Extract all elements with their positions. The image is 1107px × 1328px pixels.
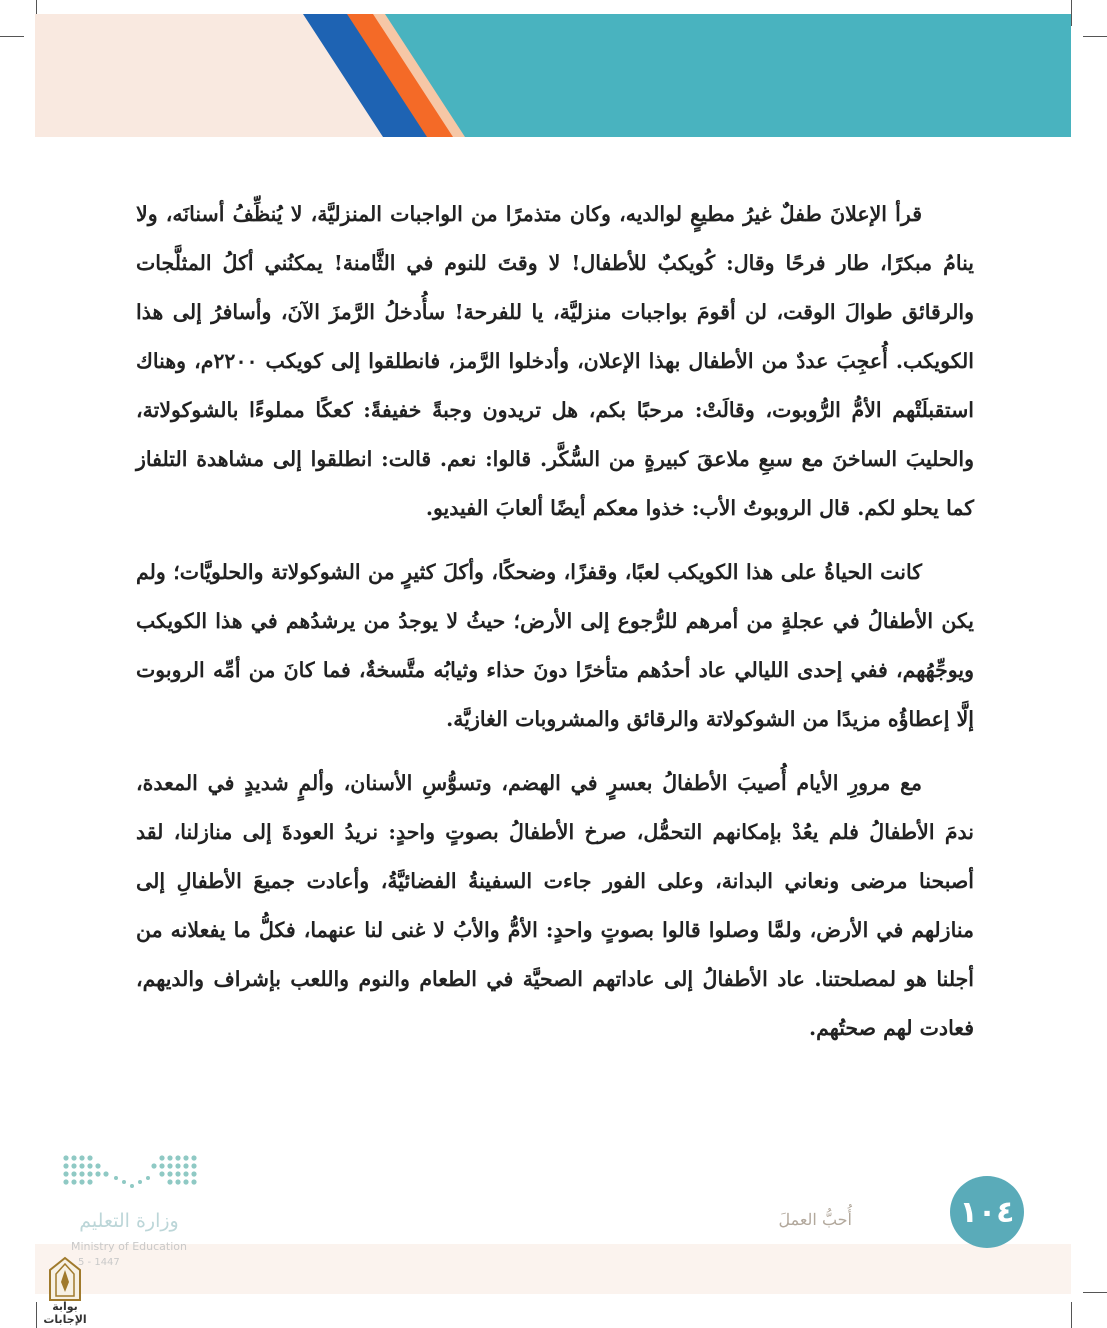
watermark-pen-icon	[44, 1256, 86, 1302]
header-stripes	[35, 14, 1071, 137]
stripe-teal	[385, 14, 1071, 137]
page-number: ١٠٤	[959, 1194, 1015, 1230]
paragraph-2: كانت الحياةُ على هذا الكويكب لعبًا، وقفزًا، وضحكًا، وأكلَ كثيرٍ من الشوكولاتة والحلويَّات؛ ولم يكن الأطفالُ في عجلةٍ من أمرهم للرُّجوع إلى الأرض؛ حيثُ لا يوجدُ من يرشدُهم في هذا الكويكب ويوجِّهُهم، ففي إحدى الليالي عاد أحدُهم متأخرًا دونَ حذاء وثيابُه متَّسخةٌ، فما كانَ من أمِّه الروبوت إلَّا إعطاؤُه مزيدًا من الشوكولاتة والرقائق والمشروبات الغازيَّة.	[136, 560, 974, 731]
ministry-logo-icon	[58, 1152, 208, 1197]
ministry-name-arabic: وزارة التعليم	[79, 1210, 179, 1232]
unit-title: أُحبُّ العملَ	[778, 1210, 852, 1229]
header-banner	[35, 14, 1071, 137]
crop-mark-top-left-h	[0, 36, 24, 37]
crop-mark-top-right-h	[1083, 36, 1107, 37]
crop-mark-bottom-right-h	[1083, 1292, 1107, 1293]
crop-mark-top-right-v	[1071, 0, 1072, 26]
ministry-name-english: Ministry of Education	[70, 1240, 187, 1253]
paragraph-3: مع مرورِ الأيام أُصيبَ الأطفالُ بعسرٍ في الهضم، وتسوُّسِ الأسنان، وألمٍ شديدٍ في المعدة، ندمَ الأطفالُ فلم يعُدْ بإمكانهم التحمُّل، صرخ الأطفالُ بصوتٍ واحدٍ: نريدُ العودةَ إلى منازلنا، لقد أصبحنا مرضى ونعاني البدانة، وعلى الفور جاءت السفينةُ الفضائيَّةُ، وأعادت جميعَ الأطفالِ إلى منازلهم في الأرض، ولمَّا وصلوا قالوا بصوتٍ واحدٍ: الأمُّ والأبُ لا غنى لنا عنهما، فكلُّ ما يفعلانه من أجلنا هو لمصلحتنا. عاد الأطفالُ إلى عاداتهم الصحيَّة في الطعام والنوم واللعب بإشراف والديهم، فعادت لهم صحتُهم.	[136, 771, 974, 1040]
crop-mark-bottom-right-v	[1071, 1302, 1072, 1328]
ministry-year: 5 - 1447	[78, 1257, 120, 1268]
paragraph-1: قرأ الإعلانَ طفلٌ غيرُ مطيعٍ لوالديه، وكان متذمرًا من الواجبات المنزليَّة، لا يُنظِّفُ أسنانَه، ولا ينامُ مبكرًا، طار فرحًا وقال: كُويكبٌ للأطفال! لا وقتَ للنوم في الثَّامنة! يمكنُني أكلُ المثلَّجات والرقائق طوالَ الوقت، لن أقومَ بواجبات منزليَّة، يا للفرحة! سأُدخلُ الرَّمزَ الآنَ، وأسافرُ إلى هذا الكويكب. أُعجِبَ عددٌ من الأطفال بهذا الإعلان، وأدخلوا الرَّمز، فانطلقوا إلى كويكب ٢٢٠٠م، وهناك استقبلَتْهم الأمُّ الرُّوبوت، وقالَتْ: مرحبًا بكم، هل تريدون وجبةً خفيفةً: كعكًا مملوءًا بالشوكولاتة، والحليبَ الساخنَ مع سبعِ ملاعقَ كبيرةٍ من السُّكَّر. قالوا: نعم. قالت: انطلقوا إلى مشاهدة التلفاز كما يحلو لكم. قال الروبوتُ الأب: خذوا معكم أيضًا ألعابَ الفيديو.	[136, 202, 974, 520]
watermark-text: بوابة الإجابات	[43, 1300, 87, 1326]
story-text	[136, 190, 974, 1068]
page-number-badge	[950, 1176, 1024, 1248]
